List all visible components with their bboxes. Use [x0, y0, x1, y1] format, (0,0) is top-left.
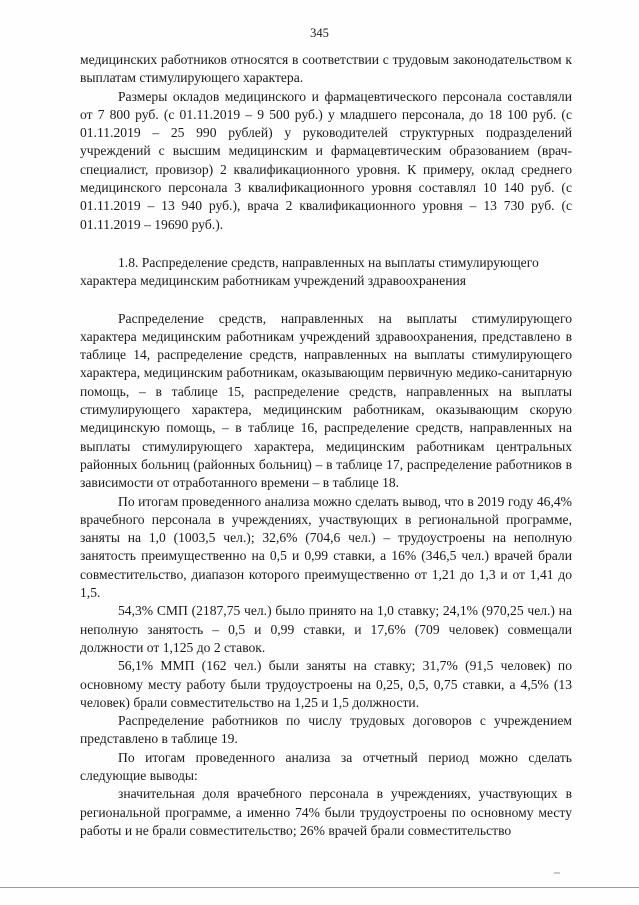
paragraph-smp: 54,3% СМП (2187,75 чел.) было принято на 1,0 ставку; 24,1% (970,25 чел.) на неполную занятость – 0,5 и 0,99 ставки, и 17,6% (709 человек) совмещали должности от 1,125 до 2 ставок. [80, 603, 572, 655]
scan-artifact [554, 872, 560, 874]
paragraph-mmp: 56,1% ММП (162 чел.) были заняты на ставку; 31,7% (91,5 человек) по основному месту работу были трудоустроены на 0,25, 0,5, 0,75 ставки, а 4,5% (13 человек) брали совместительство на 1,25 и 1,5 должности. [80, 658, 572, 710]
paragraph-salaries: Размеры окладов медицинского и фармацевтического персонала составляли от 7 800 руб. (с 01.11.2019 – 9 500 руб.) у младшего персонала, до 18 100 руб. (с 01.11.2019 – 25 990 рублей) у руководителей структурных подразделений учреждений с высшим медицинским и фармацевтическим образованием (врач-специалист, провизор) 2 квалификационного уровня. К примеру, оклад среднего медицинского персонала 3 квалификационного уровня составлял 10 140 руб. (с 01.11.2019 – 13 940 руб.), врача 2 квалификационного уровня – 13 730 руб. (с 01.11.2019 – 19690 руб.). [80, 88, 572, 232]
section-heading-1-8: 1.8. Распределение средств, направленных на выплаты стимулирующего характера медицинским работникам учреждений здравоохранения [80, 254, 539, 289]
paragraph-doctors-analysis: По итогам проведенного анализа можно сделать вывод, что в 2019 году 46,4% врачебного персонала в учреждениях, участвующих в региональной программе, заняты на 1,0 (1003,5 чел.); 32,6% (704,6 чел.) – трудоустроены на неполную занятость преимущественно на 0,5 и 0,99 ставки, а 16% (346,5 чел.) врачей брали совместительство, диапазон которого преимущественно от 1,21 до 1,3 и от 1,41 до 1,5. [80, 493, 572, 601]
paragraph-conclusions-intro: По итогам проведенного анализа за отчетный период можно сделать следующие выводы: [80, 749, 572, 783]
paragraph-distribution-tables: Распределение средств, направленных на выплаты стимулирующего характера медицинским работникам учреждений здравоохранения, представлено в таблице 14, распределение средств, направленных на выплаты стимулирующего характера, медицинским работникам, оказывающим первичную медико-санитарную помощь, – в таблице 15, распределение средств, направленных на выплаты стимулирующего характера, медицинским работникам, оказывающим скорую медицинскую помощь, – в таблице 16, распределение средств, направленных на выплаты стимулирующего характера, медицинским работникам центральных районных больниц (районных больниц) – в таблице 17, распределение работников в зависимости от отработанного времени – в таблице 18. [80, 310, 572, 491]
paragraph-contracts: Распределение работников по числу трудовых договоров с учреждением представлено в таблице 19. [80, 713, 572, 747]
page-number: 345 [310, 26, 329, 40]
page-bottom-divider [0, 887, 639, 888]
paragraph-conclusion-doctors: значительная доля врачебного персонала в учреждениях, участвующих в региональной программе, а именно 74% были трудоустроены по основному месту работы и не брали совместительство; 26% врачей брали совместительство [80, 786, 572, 838]
paragraph-continuation: медицинских работников относятся в соответствии с трудовым законодательством к выплатам стимулирующего характера. [80, 52, 572, 86]
page-content [80, 51, 572, 840]
